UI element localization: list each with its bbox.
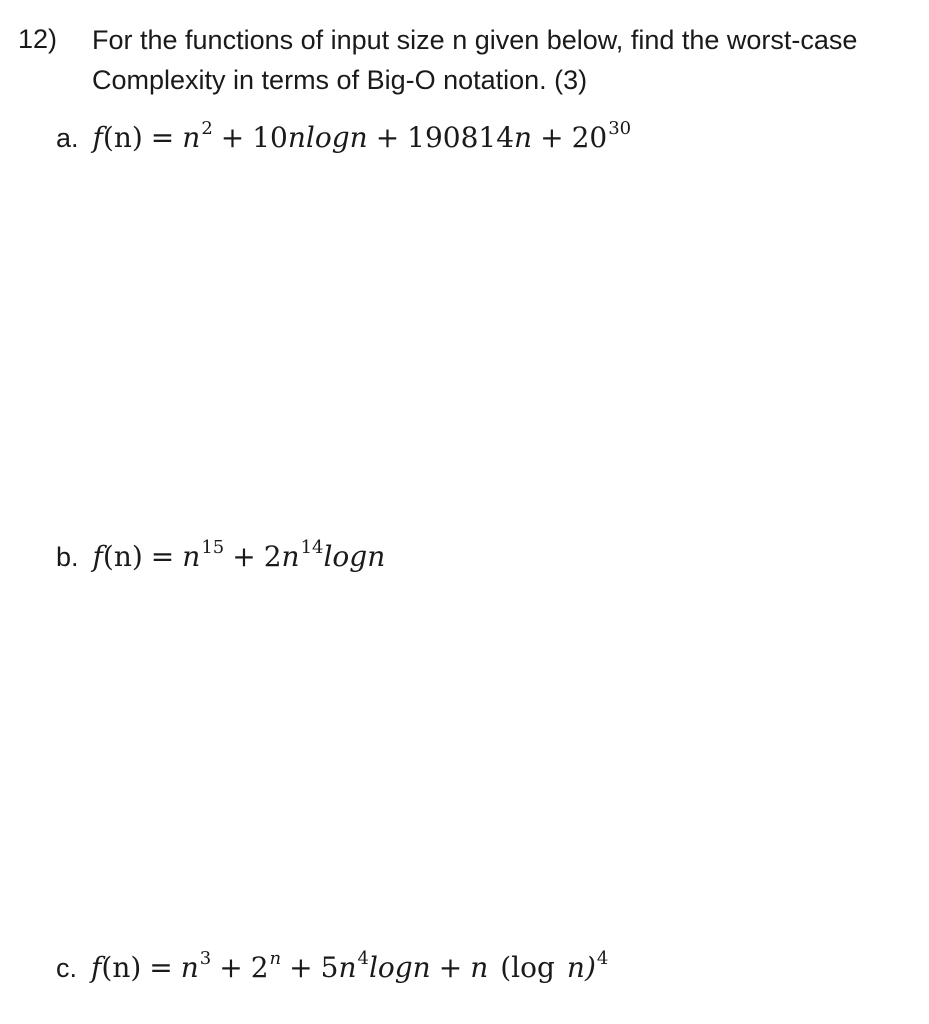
term-base: 2: [250, 951, 269, 984]
part-c-formula: [91, 948, 608, 984]
term-tail: logn: [368, 951, 431, 984]
term-base: n: [182, 121, 201, 154]
term-exponent: n: [269, 948, 282, 969]
question-text: [92, 20, 922, 100]
function-name: f: [92, 540, 103, 573]
question-text-line-2: Complexity in terms of Big-O notation. (3): [92, 65, 588, 95]
function-argument: (n): [102, 540, 143, 573]
equals-sign: =: [150, 121, 175, 154]
term-coefficient: 190814: [407, 121, 515, 154]
part-a: [56, 118, 631, 154]
plus-sign: +: [375, 121, 400, 154]
equals-sign: =: [150, 540, 175, 573]
log-open: (log: [500, 951, 555, 984]
term-coefficient: 10: [252, 121, 288, 154]
term-variable: n: [470, 951, 489, 984]
plus-sign: +: [540, 121, 564, 154]
term-variable: n: [514, 121, 533, 154]
term-exponent: 30: [608, 118, 632, 139]
part-c-label: c.: [56, 953, 78, 983]
term-base: n: [180, 951, 199, 984]
part-b-label: b.: [56, 542, 79, 572]
term-exponent: 3: [199, 948, 212, 969]
question-text-line-1: For the functions of input size n given below, find the worst-case: [92, 25, 858, 55]
function-name: f: [92, 121, 103, 154]
term-exponent: 4: [357, 948, 369, 969]
term-coefficient: 2: [263, 540, 282, 573]
term-base: n: [281, 540, 300, 573]
part-a-label: a.: [56, 123, 79, 153]
plus-sign: +: [220, 121, 245, 154]
term-base: n: [182, 540, 201, 573]
term-exponent: 4: [596, 948, 609, 969]
plus-sign: +: [219, 951, 243, 984]
question-number: 12): [18, 24, 58, 54]
term-base: 20: [571, 121, 608, 154]
term-exponent: 14: [300, 537, 324, 558]
function-name: f: [91, 951, 102, 984]
term-exponent: 15: [201, 537, 225, 558]
log-argument: n): [566, 951, 596, 984]
term-tail: logn: [323, 540, 386, 573]
plus-sign: +: [289, 951, 313, 984]
term-body: nlogn: [287, 121, 368, 154]
plus-sign: +: [232, 540, 256, 573]
term-coefficient: 5: [320, 951, 339, 984]
term-base: n: [338, 951, 357, 984]
part-b: [56, 537, 385, 573]
plus-sign: +: [438, 951, 463, 984]
part-b-formula: [93, 537, 386, 573]
term-exponent: 2: [201, 118, 213, 139]
part-c: [56, 948, 608, 984]
function-argument: (n): [101, 951, 142, 984]
function-argument: (n): [102, 121, 143, 154]
part-a-formula: [93, 118, 632, 154]
equals-sign: =: [149, 951, 173, 984]
